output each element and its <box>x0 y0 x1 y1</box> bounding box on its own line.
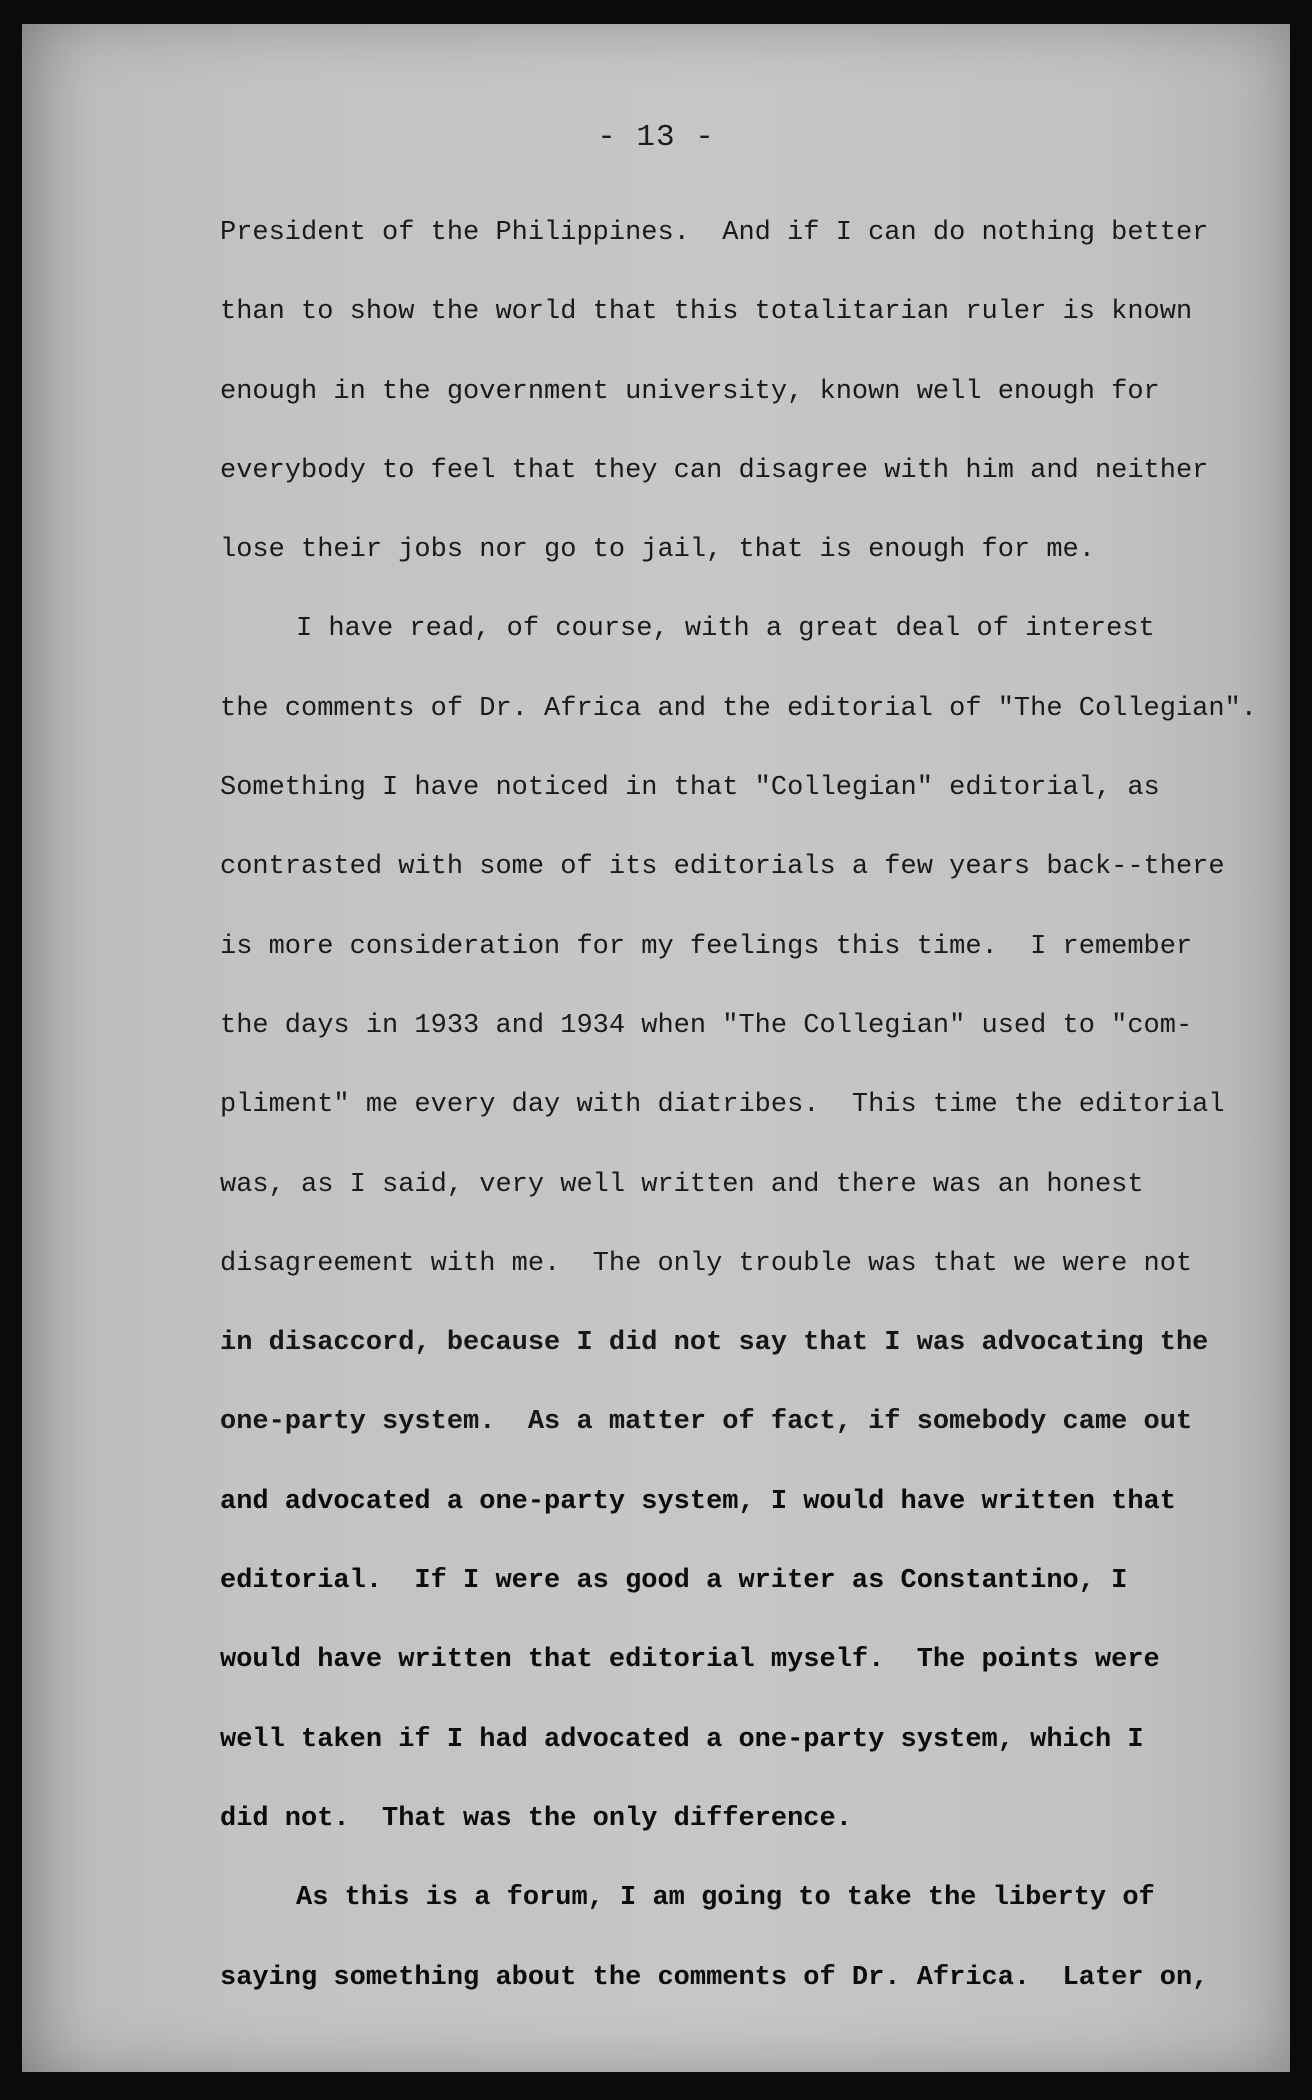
text-line: is more consideration for my feelings this time. I remember <box>220 931 1193 962</box>
text-line: enough in the government university, known well enough for <box>220 376 1160 407</box>
text-line: Something I have noticed in that "Collegian" editorial, as <box>220 773 1160 804</box>
text-line: contrasted with some of its editorials a few years back--there <box>220 852 1225 883</box>
text-line: was, as I said, very well written and there was an honest <box>220 1169 1144 1200</box>
text-line: lose their jobs nor go to jail, that is enough for me. <box>220 535 1095 566</box>
paragraph-start-line: As this is a forum, I am going to take the liberty of <box>296 1883 1155 1914</box>
paragraph-start-line: I have read, of course, with a great deal of interest <box>296 614 1155 645</box>
text-line: pliment" me every day with diatribes. This time the editorial <box>220 1090 1225 1121</box>
text-line: saying something about the comments of Dr. Africa. Later on, <box>220 1962 1209 1993</box>
text-line: than to show the world that this totalitarian ruler is known <box>220 297 1193 328</box>
text-line: President of the Philippines. And if I can do nothing better <box>220 218 1209 248</box>
text-line: one-party system. As a matter of fact, if somebody came out <box>220 1407 1193 1438</box>
text-line: did not. That was the only difference. <box>220 1803 852 1834</box>
typewritten-page <box>22 24 1290 2072</box>
text-line: everybody to feel that they can disagree with him and neither <box>220 455 1209 486</box>
text-line: and advocated a one-party system, I would have written that <box>220 1486 1176 1517</box>
text-line: would have written that editorial myself. The points were <box>220 1645 1160 1676</box>
body-text <box>220 194 1257 2018</box>
text-line: disagreement with me. The only trouble was that we were not <box>220 1248 1193 1279</box>
page-number: - 13 - <box>597 120 715 155</box>
text-line: well taken if I had advocated a one-party system, which I <box>220 1724 1144 1755</box>
text-line: in disaccord, because I did not say that I was advocating the <box>220 1328 1209 1359</box>
text-line: the days in 1933 and 1934 when "The Collegian" used to "com- <box>220 1010 1193 1041</box>
text-line: the comments of Dr. Africa and the editorial of "The Collegian". <box>220 693 1257 724</box>
text-line: editorial. If I were as good a writer as Constantino, I <box>220 1566 1128 1597</box>
